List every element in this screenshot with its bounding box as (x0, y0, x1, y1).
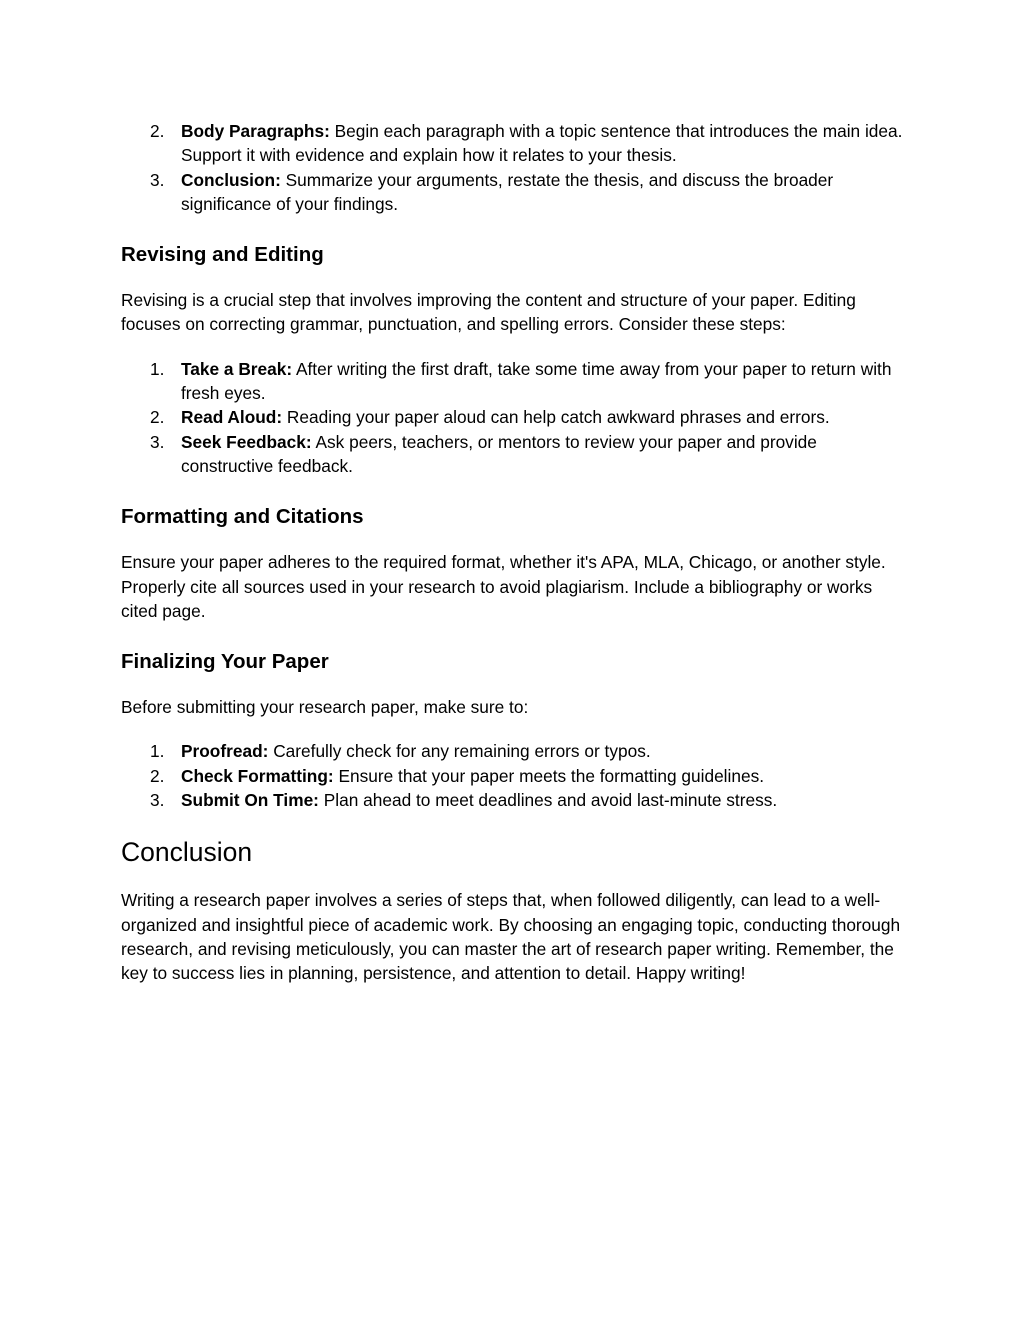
formatting-paragraph: Ensure your paper adheres to the required format, whether it's APA, MLA, Chicago, or another style. Properly cite all sources used in your research to avoid plagiarism. Include a bibliography or works cited page. (121, 552, 886, 621)
list-number: 3. (150, 169, 165, 190)
list-item (121, 119, 911, 168)
list-number: 3. (150, 431, 165, 452)
list-item-text: Begin each paragraph with a topic sentence that introduces the main idea. Support it with evidence and explain how it relates to your thesis. (181, 121, 903, 166)
finalizing-list (121, 739, 911, 812)
finalizing-paragraph: Before submitting your research paper, make sure to: (121, 697, 529, 718)
list-item-text: Ask peers, teachers, or mentors to review your paper and provide constructive feedback. (181, 431, 817, 476)
list-item (121, 739, 911, 763)
list-item (121, 405, 911, 429)
revising-list (121, 357, 911, 478)
list-item-text: Reading your paper aloud can help catch awkward phrases and errors. (282, 407, 830, 428)
section-heading-finalizing: Finalizing Your Paper (121, 650, 329, 674)
list-item-text: Summarize your arguments, restate the thesis, and discuss the broader significance of your findings. (181, 169, 834, 214)
list-item-text: After writing the first draft, take some time away from your paper to return with fresh eyes. (181, 358, 892, 404)
list-number: 2. (150, 407, 165, 428)
list-number: 1. (150, 741, 165, 762)
document-page (121, 119, 911, 986)
list-item-term: Read Aloud: (181, 407, 283, 428)
list-item-term: Take a Break: (181, 358, 293, 379)
list-item (121, 788, 911, 812)
list-item-term: Conclusion: (181, 169, 281, 190)
section-heading-formatting: Formatting and Citations (121, 505, 364, 529)
list-number: 2. (150, 765, 165, 786)
conclusion-paragraph: Writing a research paper involves a series of steps that, when followed diligently, can lead to a well-organized and insightful piece of academic work. By choosing an engaging topic, conducting thorough research, and revising meticulously, you can master the art of research paper writing. Remember, the key to success lies in planning, persistence, and attention to detail. Happy writing! (121, 890, 901, 984)
list-item-text: Ensure that your paper meets the formatting guidelines. (333, 765, 765, 786)
list-item (121, 168, 911, 217)
list-item (121, 764, 911, 788)
list-number: 3. (150, 790, 165, 811)
list-item-term: Body Paragraphs: (181, 121, 330, 141)
revising-paragraph: Revising is a crucial step that involves improving the content and structure of your paper. Editing focuses on correcting grammar, punctuation, and spelling errors. Consider these steps: (121, 290, 856, 335)
list-item-term: Submit On Time: (181, 790, 319, 811)
list-item (121, 357, 911, 406)
list-item-term: Seek Feedback: (181, 431, 312, 452)
list-item-text: Plan ahead to meet deadlines and avoid last-minute stress. (318, 790, 778, 811)
list-item-text: Carefully check for any remaining errors or typos. (268, 741, 651, 762)
list-item-term: Proofread: (181, 741, 269, 762)
list-item-term: Check Formatting: (181, 765, 334, 786)
section-heading-conclusion: Conclusion (121, 837, 253, 868)
list-item (121, 430, 911, 479)
list-number: 2. (150, 121, 165, 141)
list-number: 1. (150, 358, 165, 379)
section-heading-revising: Revising and Editing (121, 243, 324, 267)
structure-list (121, 119, 911, 216)
